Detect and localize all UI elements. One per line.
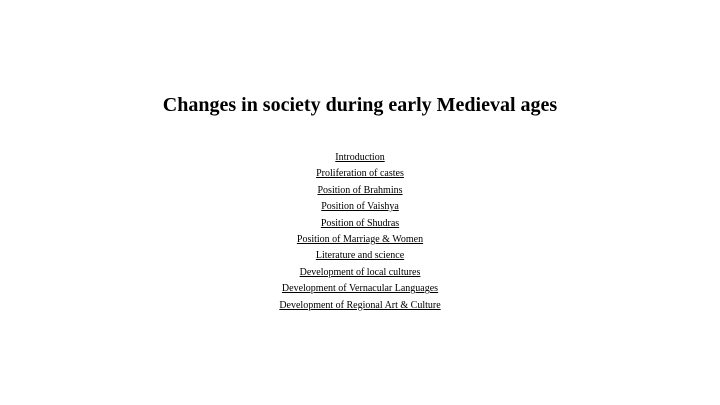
toc-link-position-of-shudras[interactable]: Position of Shudras — [320, 217, 400, 229]
toc-link-position-of-vaishya[interactable]: Position of Vaishya — [321, 201, 399, 213]
toc-item — [0, 265, 720, 281]
toc-link-literature-and-science[interactable]: Literature and science — [315, 250, 405, 262]
toc-item — [0, 166, 720, 182]
toc-item — [0, 232, 720, 248]
toc-link-proliferation-of-castes[interactable]: Proliferation of castes — [316, 168, 404, 180]
toc-link-introduction[interactable]: Introduction — [335, 152, 385, 163]
toc-item — [0, 199, 720, 215]
toc-link-vernacular-languages[interactable]: Development of Vernacular Languages — [281, 283, 439, 295]
table-of-contents — [0, 150, 720, 314]
toc-link-regional-art-culture[interactable]: Development of Regional Art & Culture — [279, 299, 441, 311]
toc-item — [0, 216, 720, 232]
toc-item — [0, 298, 720, 314]
toc-link-position-of-brahmins[interactable]: Position of Brahmins — [317, 184, 403, 196]
toc-item — [0, 150, 720, 166]
toc-item — [0, 183, 720, 199]
slide-title: Changes in society during early Medieval ages — [162, 94, 558, 116]
toc-link-local-cultures[interactable]: Development of local cultures — [299, 266, 421, 278]
toc-link-marriage-and-women[interactable]: Position of Marriage & Women — [296, 233, 424, 245]
toc-item — [0, 248, 720, 264]
toc-item — [0, 281, 720, 297]
